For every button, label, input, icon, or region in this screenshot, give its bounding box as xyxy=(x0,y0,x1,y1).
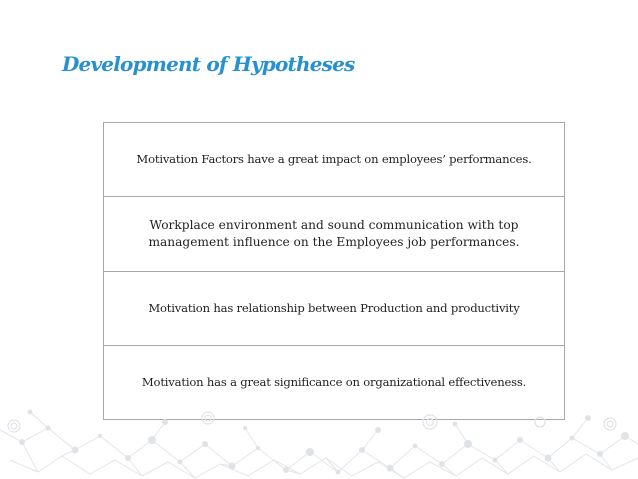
hypothesis-text: Motivation has relationship between Production and productivity xyxy=(148,300,520,315)
hypothesis-row xyxy=(104,197,564,271)
hypothesis-row xyxy=(104,272,564,346)
hypothesis-text: Motivation has a great significance on organizational effectiveness. xyxy=(141,374,527,389)
slide-title: Development of Hypotheses xyxy=(62,52,355,76)
hypothesis-text: Motivation Factors have a great impact on employees’ performances. xyxy=(136,152,532,167)
hypothesis-text: Workplace environment and sound communication with top management influence on the Employees job performances. xyxy=(148,217,520,249)
decorative-network-graphic xyxy=(0,400,638,479)
hypotheses-table xyxy=(103,122,565,420)
hypothesis-row xyxy=(104,123,564,197)
